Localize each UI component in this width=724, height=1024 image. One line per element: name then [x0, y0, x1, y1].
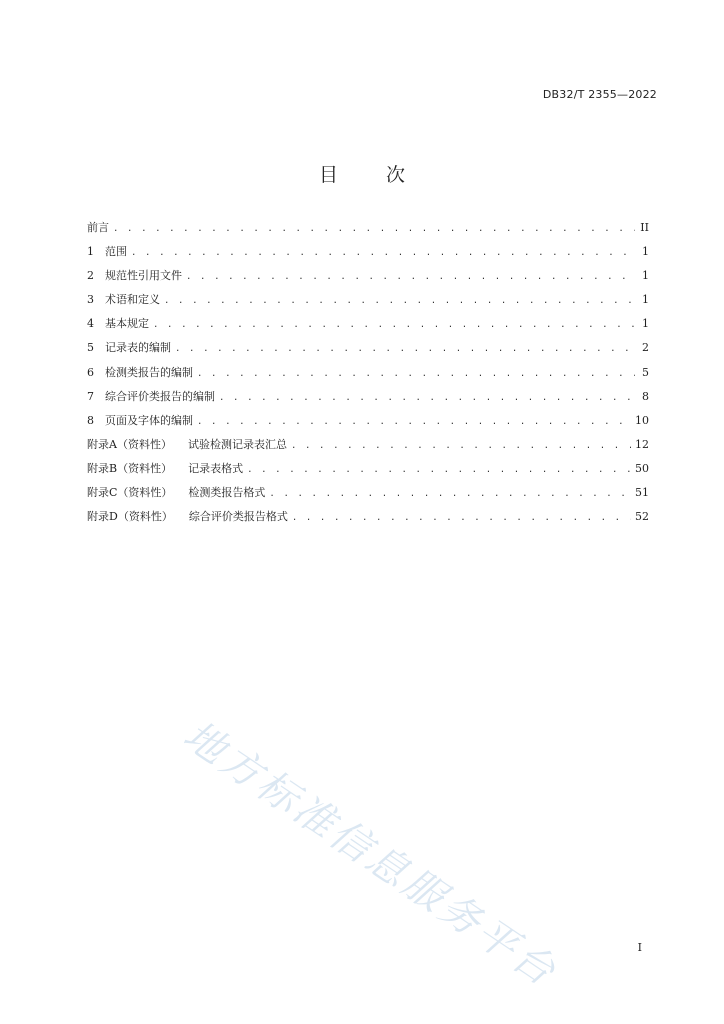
toc-entry-label: 页面及字体的编制 — [105, 413, 193, 427]
toc-entry-number: 5 — [87, 341, 94, 355]
toc-entry-label: 记录表格式 — [188, 461, 244, 475]
toc-entry-label: 试验检测记录表汇总 — [187, 437, 287, 451]
toc-entry-scope[interactable] — [87, 243, 649, 267]
toc-leader-dots — [197, 417, 631, 427]
toc-entry-label: 检测类报告格式 — [188, 486, 266, 500]
toc-entry-number: 7 — [87, 389, 94, 403]
toc-page-number: 2 — [642, 341, 649, 355]
toc-entry-number: 6 — [87, 365, 94, 379]
toc-leader-dots — [269, 489, 631, 499]
toc-entry-label: 记录表的编制 — [105, 341, 171, 355]
toc-leader-dots — [153, 320, 635, 330]
toc-entry-foreword[interactable] — [87, 219, 649, 243]
toc-leader-dots — [291, 441, 631, 451]
watermark: 地方标准信息服务平台 — [175, 712, 566, 997]
toc-entry-number: 2 — [87, 269, 94, 283]
standard-code: DB32/T 2355—2022 — [542, 88, 657, 101]
page-number: I — [637, 941, 642, 954]
toc-entry-page-and-fonts[interactable] — [87, 412, 649, 436]
toc-entry-number: 3 — [87, 293, 94, 307]
toc-leader-dots — [247, 465, 631, 475]
toc-leader-dots — [292, 513, 631, 523]
toc-page-number: 52 — [635, 510, 649, 524]
toc-leader-dots — [113, 224, 635, 234]
toc-leader-dots — [175, 344, 635, 354]
toc-leader-dots — [219, 393, 635, 403]
toc-page-number: II — [640, 221, 649, 234]
toc-leader-dots — [131, 248, 635, 258]
toc-appendix-id: 附录C（资料性） — [87, 486, 173, 500]
toc-list — [87, 219, 649, 532]
toc-page-number: 1 — [642, 317, 649, 331]
toc-page-number: 1 — [642, 269, 649, 283]
toc-page-number: 8 — [642, 389, 649, 403]
toc-page-number: 1 — [642, 245, 649, 259]
toc-page-number: 1 — [642, 293, 649, 307]
toc-appendix-id: 附录B（资料性） — [87, 461, 173, 475]
toc-entry-evaluation-reports[interactable] — [87, 388, 649, 412]
toc-entry-appendix-c[interactable] — [87, 484, 649, 508]
toc-entry-appendix-d[interactable] — [87, 508, 649, 532]
toc-entry-label: 综合评价类报告的编制 — [105, 389, 215, 403]
toc-entry-number: 1 — [87, 245, 94, 259]
toc-entry-label: 基本规定 — [105, 317, 149, 331]
toc-appendix-id: 附录A（资料性） — [87, 437, 172, 451]
toc-page-number: 50 — [635, 461, 649, 475]
toc-entry-normative-references[interactable] — [87, 267, 649, 291]
toc-title — [0, 160, 724, 187]
toc-page-number: 10 — [635, 413, 649, 427]
toc-leader-dots — [164, 296, 635, 306]
toc-entry-number: 4 — [87, 317, 94, 331]
toc-page-number: 5 — [642, 365, 649, 379]
toc-leader-dots — [197, 369, 635, 379]
toc-entry-label: 检测类报告的编制 — [105, 365, 193, 379]
toc-entry-number: 8 — [87, 413, 94, 427]
toc-entry-appendix-b[interactable] — [87, 460, 649, 484]
toc-entry-label: 术语和定义 — [105, 293, 160, 307]
toc-title-char: 目 — [318, 164, 338, 186]
toc-entry-record-forms[interactable] — [87, 339, 649, 363]
toc-title-char: 次 — [386, 164, 406, 186]
toc-entry-appendix-a[interactable] — [87, 436, 649, 460]
toc-appendix-id: 附录D（资料性） — [87, 510, 173, 524]
toc-entry-label: 综合评价类报告格式 — [188, 510, 288, 524]
toc-page-number: 51 — [635, 486, 649, 500]
toc-entry-label: 前言 — [87, 221, 109, 234]
toc-leader-dots — [186, 272, 635, 282]
toc-entry-label: 范围 — [105, 245, 127, 259]
toc-entry-test-reports[interactable] — [87, 364, 649, 388]
toc-entry-terms-definitions[interactable] — [87, 291, 649, 315]
toc-page-number: 12 — [635, 437, 649, 451]
toc-entry-basic-provisions[interactable] — [87, 315, 649, 339]
toc-entry-label: 规范性引用文件 — [105, 269, 182, 283]
